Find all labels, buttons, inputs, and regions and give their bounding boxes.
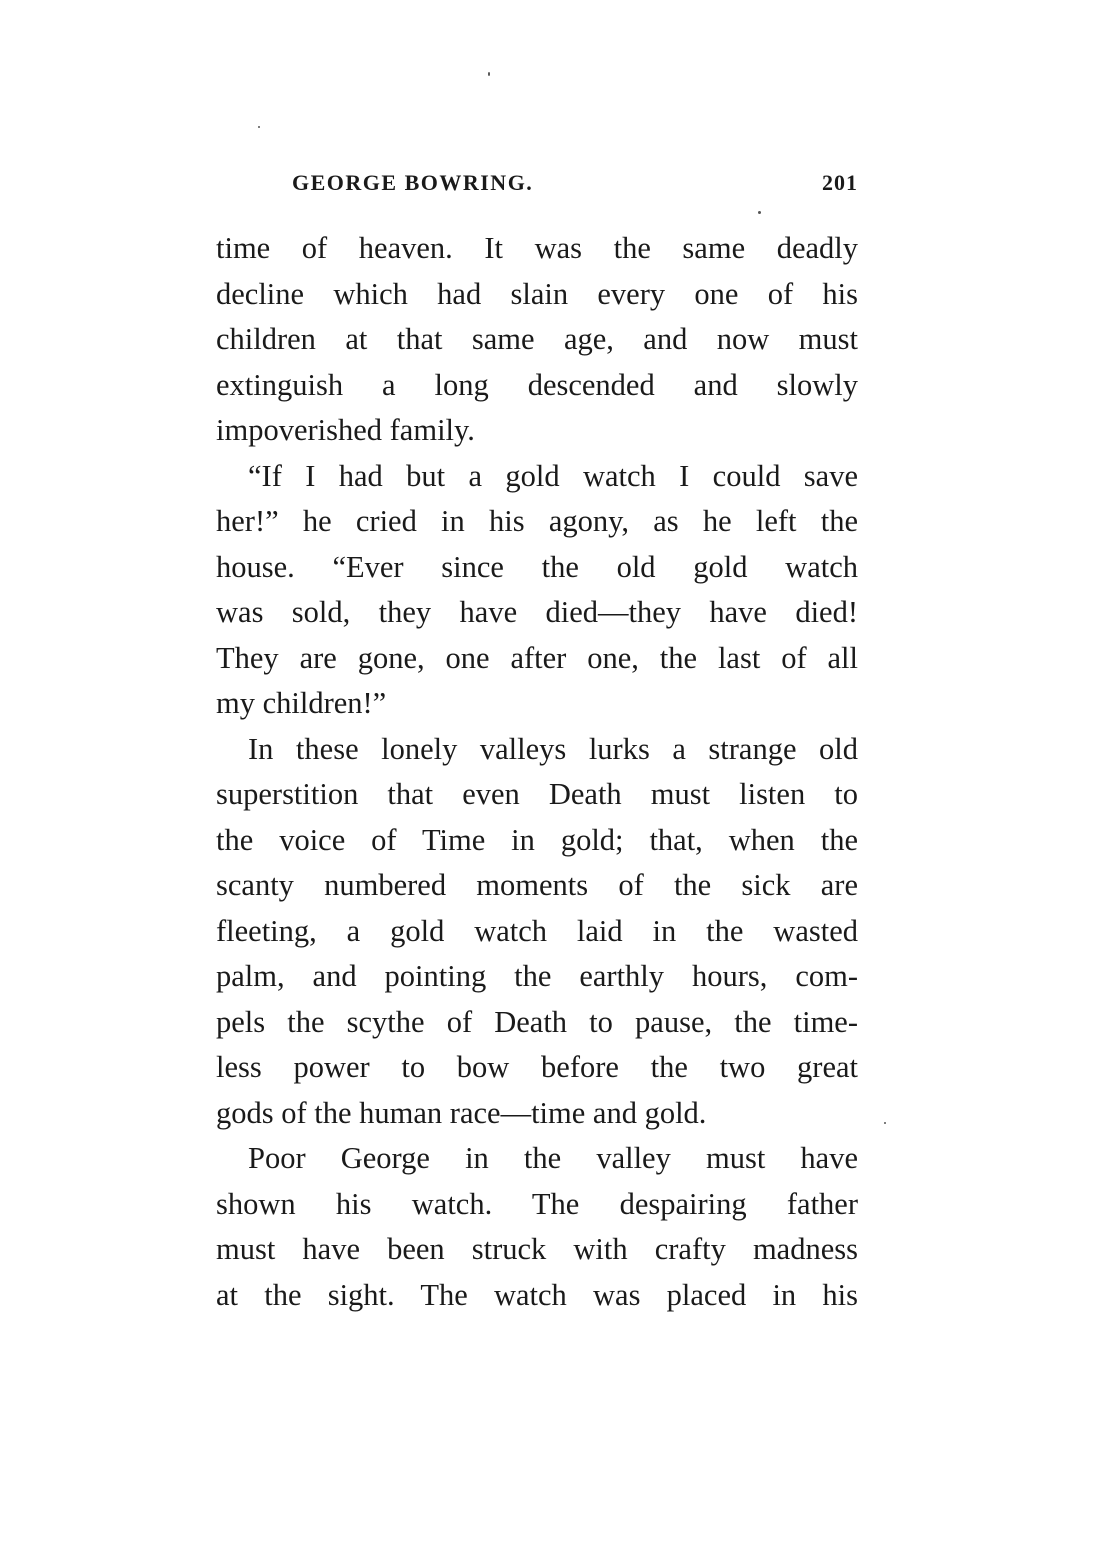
text-line: fleeting, a gold watch laid in the wasted xyxy=(216,913,858,948)
text-line: my children!” xyxy=(216,686,387,720)
text-line: was sold, they have died—they have died! xyxy=(216,595,858,629)
text-line: shown his watch. The despairing father xyxy=(216,1186,858,1221)
text-line: time of heaven. It was the same deadly xyxy=(216,231,858,265)
text-line: scanty numbered moments of the sick are xyxy=(216,868,858,902)
text-line: impoverished family. xyxy=(216,413,475,447)
text-line: the voice of Time in gold; that, when the xyxy=(216,822,858,857)
text-line: at the sight. The watch was placed in his xyxy=(216,1277,858,1312)
print-speck xyxy=(488,72,490,76)
text-line: “If I had but a gold watch I could save xyxy=(248,458,858,493)
text-line: must have been struck with crafty madness xyxy=(216,1232,858,1266)
text-line: house. “Ever since the old gold watch xyxy=(216,549,858,584)
text-line: They are gone, one after one, the last of all xyxy=(216,640,858,675)
text-line: In these lonely valleys lurks a strange old xyxy=(248,731,858,766)
running-title: GEORGE BOWRING. xyxy=(292,170,534,195)
text-line: pels the scythe of Death to pause, the time- xyxy=(216,1004,858,1039)
running-head xyxy=(216,170,858,200)
page-number: 201 xyxy=(822,170,858,195)
text-line: palm, and pointing the earthly hours, com- xyxy=(216,959,858,993)
text-line: less power to bow before the two great xyxy=(216,1050,858,1084)
text-line: decline which had slain every one of his xyxy=(216,276,858,311)
text-line: superstition that even Death must listen to xyxy=(216,777,858,811)
print-speck xyxy=(258,126,260,128)
text-line: Poor George in the valley must have xyxy=(248,1141,858,1175)
print-speck xyxy=(884,1122,886,1124)
print-speck xyxy=(758,211,761,214)
text-line: children at that same age, and now must xyxy=(216,322,858,356)
body-text xyxy=(216,226,858,1318)
text-line: extinguish a long descended and slowly xyxy=(216,367,858,402)
text-line: gods of the human race—time and gold. xyxy=(216,1095,707,1130)
text-line: her!” he cried in his agony, as he left the xyxy=(216,504,858,538)
